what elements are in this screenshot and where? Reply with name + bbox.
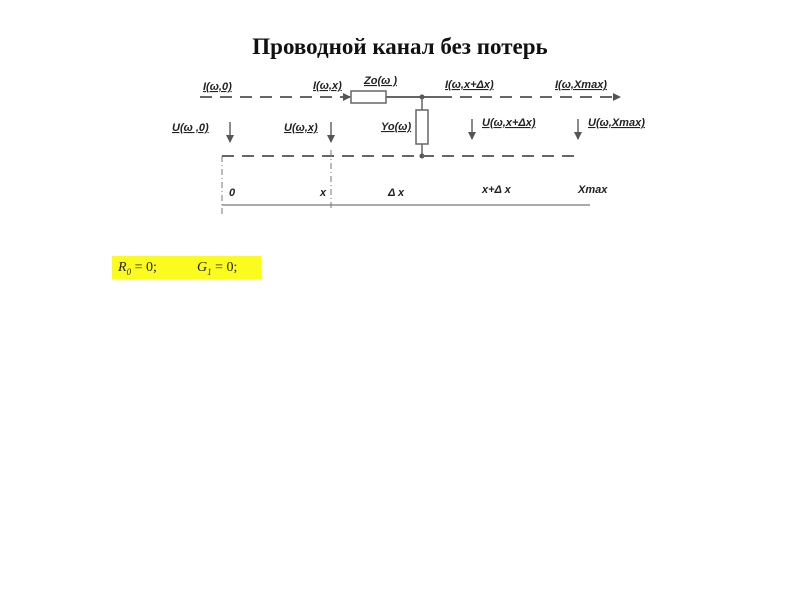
voltage-label-x-dx: U(ω,x+Δx) [482,117,536,129]
resistance-subscript: 0 [126,266,132,277]
voltage-label-x: U(ω,x) [284,122,318,134]
current-label-x-dx: I(ω,x+Δx) [445,79,494,91]
shunt-admittance [416,110,428,144]
current-label-start: I(ω,0) [203,81,232,93]
axis-label-xmax: Xmax [578,184,608,196]
axis-label-zero: 0 [229,187,236,199]
resistance-symbol: R [118,260,127,275]
resistance-value: = 0; [131,260,157,275]
series-impedance [351,91,386,103]
axis-label-dx: Δ x [388,187,405,199]
conductance-symbol: G [197,260,208,275]
impedance-label: Zo(ω ) [364,75,397,87]
page-title: Проводной канал без потерь [252,34,548,59]
voltage-label-start: U(ω ,0) [172,122,209,134]
conductance-subscript: 1 [207,266,212,277]
conductance-condition [197,256,237,284]
axis-label-x-dx: x+Δ x [482,184,511,196]
admittance-label: Yo(ω) [381,121,412,133]
current-label-xmax: I(ω,Xmax) [555,79,607,91]
lossless-condition-formula [112,256,261,279]
voltage-label-xmax: U(ω,Xmax) [588,117,645,129]
resistance-condition [118,256,157,284]
axis-label-x: x [320,187,327,199]
current-label-x: I(ω,x) [313,80,342,92]
conductance-value: = 0; [211,260,238,275]
